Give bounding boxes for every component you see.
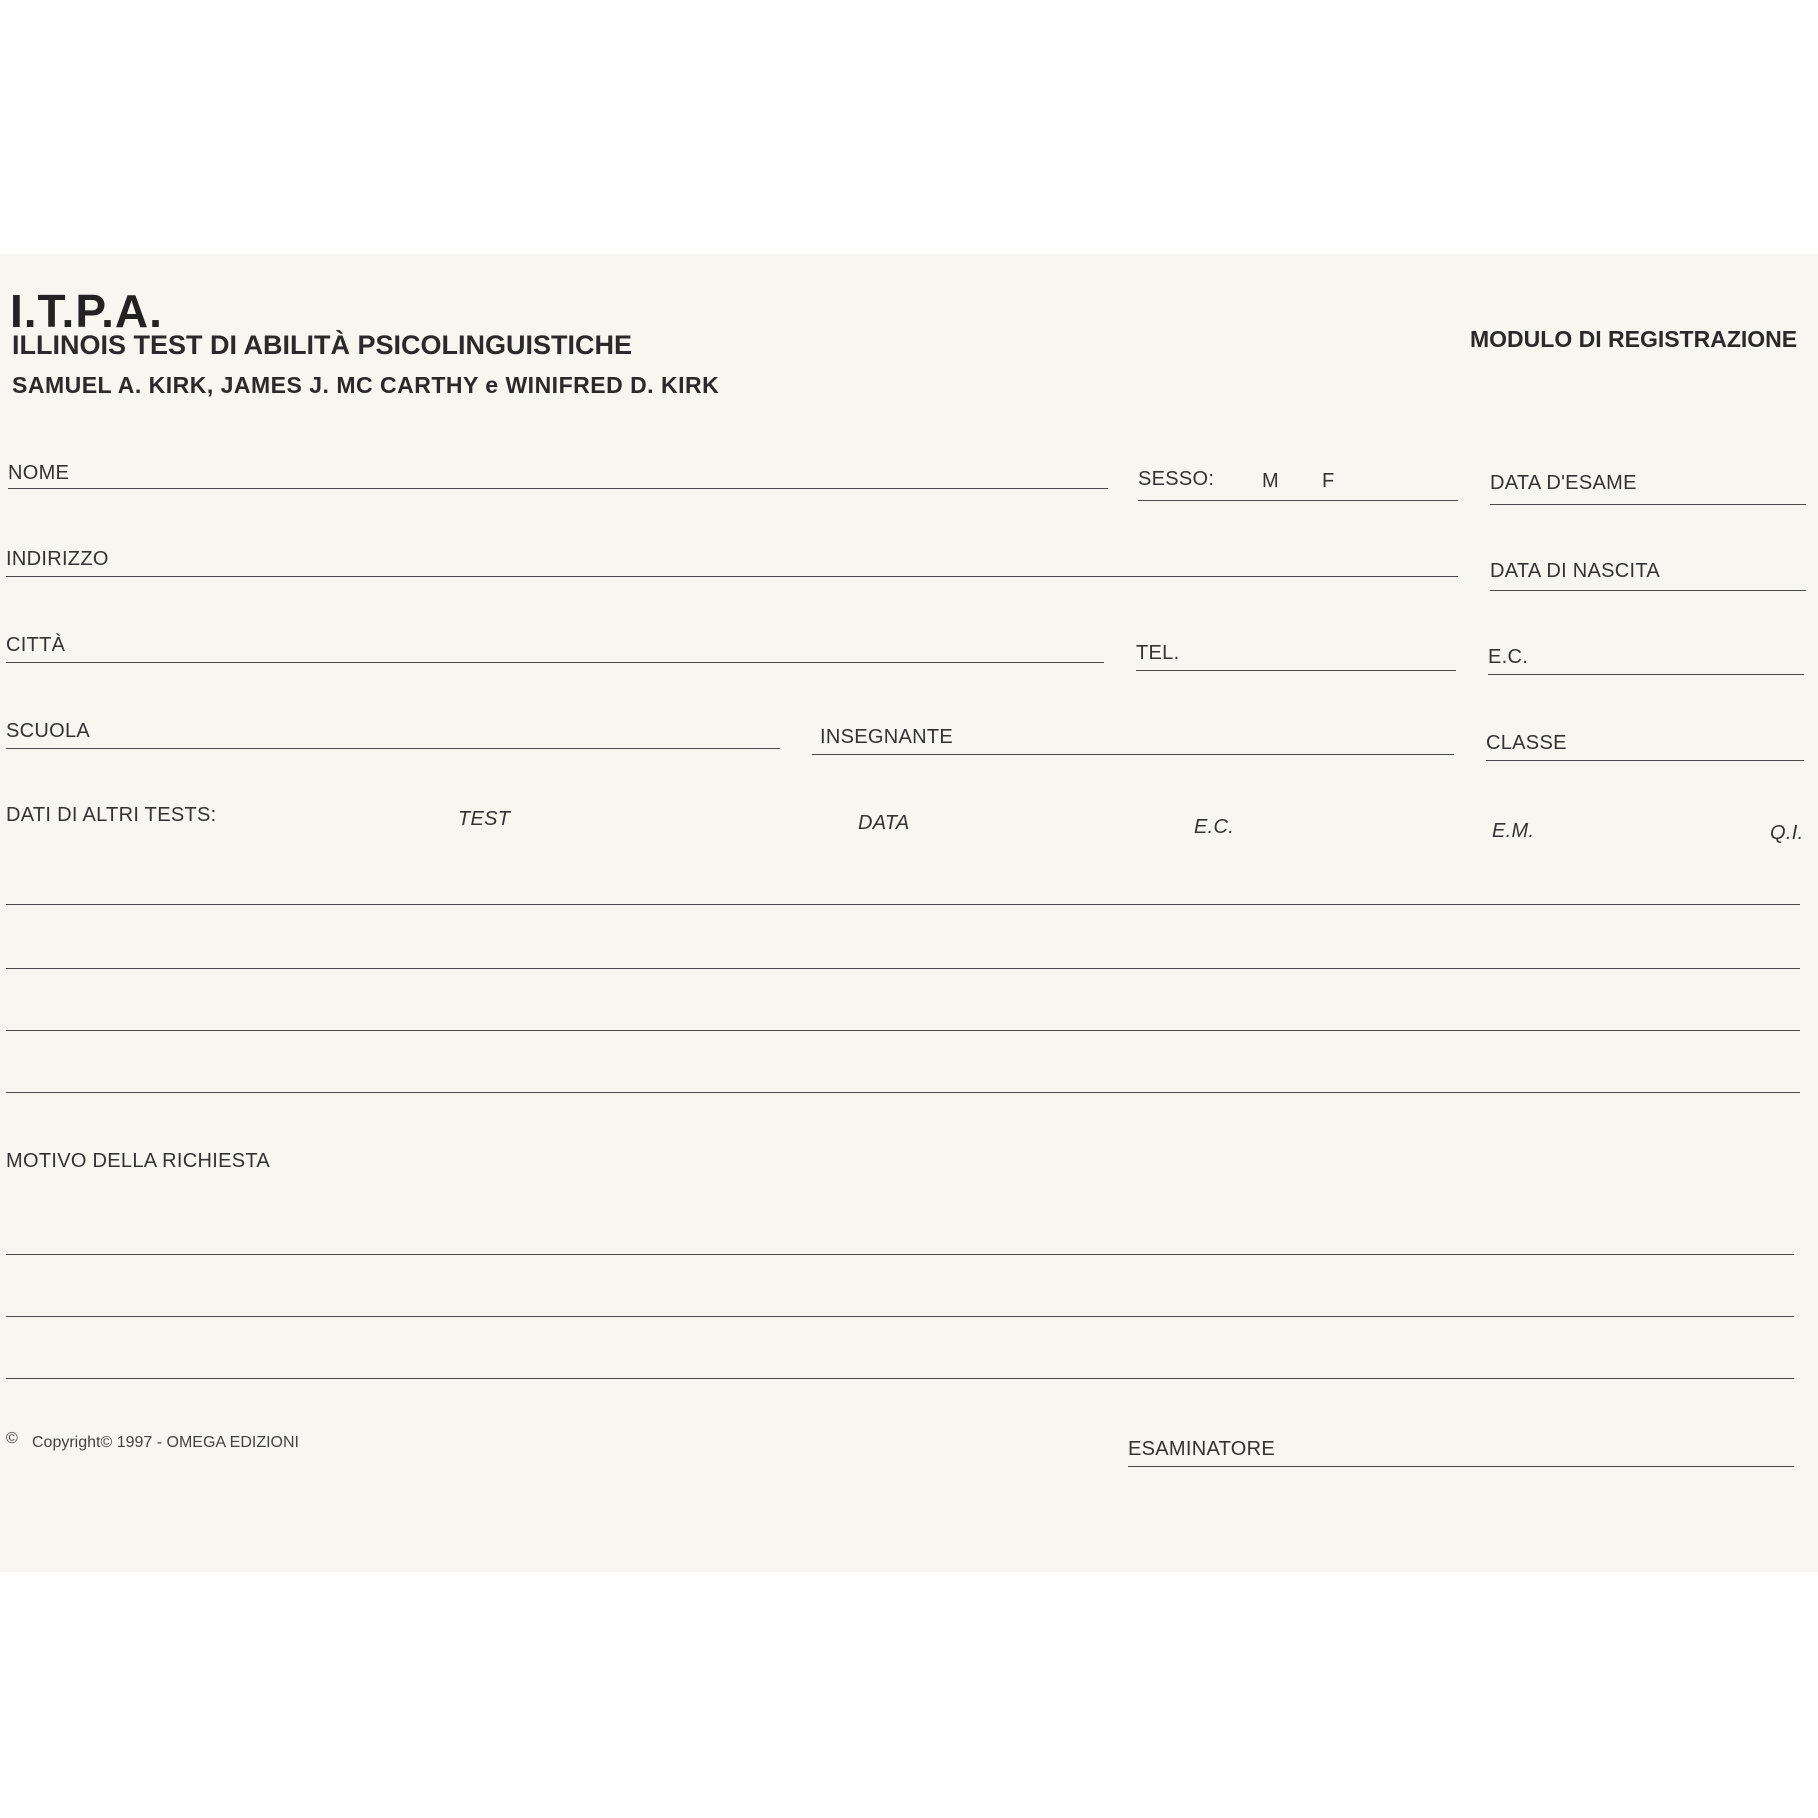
form-authors: SAMUEL A. KIRK, JAMES J. MC CARTHY e WINIFRED D. KIRK	[12, 372, 720, 398]
column-data: DATA	[858, 812, 910, 834]
form-title: I.T.P.A.	[10, 285, 163, 337]
data-esame-label: DATA D'ESAME	[1490, 472, 1637, 494]
copyright-icon: ©	[6, 1430, 18, 1447]
other-tests-row[interactable]	[6, 1000, 1800, 1031]
citta-label: CITTÀ	[6, 634, 66, 656]
sesso-label: SESSO:	[1138, 468, 1215, 490]
reason-line[interactable]	[6, 1348, 1794, 1379]
insegnante-label: INSEGNANTE	[820, 726, 954, 748]
examiner-field[interactable]	[1128, 1436, 1794, 1467]
column-test: TEST	[458, 808, 511, 830]
citta-field[interactable]	[6, 632, 1104, 663]
reason-line[interactable]	[6, 1286, 1794, 1317]
scuola-label: SCUOLA	[6, 720, 91, 742]
data-nascita-field[interactable]	[1490, 560, 1806, 591]
column-em: E.M.	[1492, 820, 1535, 842]
other-tests-label: DATI DI ALTRI TESTS:	[6, 804, 217, 826]
indirizzo-label: INDIRIZZO	[6, 548, 109, 570]
copyright-text: Copyright© 1997 - OMEGA EDIZIONI	[32, 1434, 299, 1451]
reason-line[interactable]	[6, 1224, 1794, 1255]
sesso-underline	[1138, 500, 1458, 501]
sesso-m-option[interactable]: M	[1262, 470, 1279, 492]
registration-form-sheet	[0, 254, 1818, 1572]
tel-label: TEL.	[1136, 642, 1180, 664]
nome-label: NOME	[8, 462, 70, 484]
other-tests-row[interactable]	[6, 938, 1800, 969]
scuola-field[interactable]	[6, 718, 780, 749]
ec-label: E.C.	[1488, 646, 1529, 668]
module-heading: MODULO DI REGISTRAZIONE	[1470, 326, 1798, 352]
column-ec: E.C.	[1194, 816, 1235, 838]
ec-field[interactable]	[1488, 644, 1804, 675]
reason-label: MOTIVO DELLA RICHIESTA	[6, 1150, 271, 1172]
tel-field[interactable]	[1136, 640, 1456, 671]
other-tests-row[interactable]	[6, 874, 1800, 905]
nome-field[interactable]	[8, 458, 1108, 489]
classe-label: CLASSE	[1486, 732, 1567, 754]
data-esame-field[interactable]	[1490, 474, 1806, 505]
indirizzo-field[interactable]	[6, 546, 1458, 577]
data-nascita-label: DATA DI NASCITA	[1490, 560, 1661, 582]
examiner-label: ESAMINATORE	[1128, 1438, 1276, 1460]
sesso-f-option[interactable]: F	[1322, 470, 1335, 492]
insegnante-field[interactable]	[812, 724, 1454, 755]
form-subtitle: ILLINOIS TEST DI ABILITÀ PSICOLINGUISTICHE	[12, 330, 633, 360]
classe-field[interactable]	[1486, 730, 1804, 761]
other-tests-row[interactable]	[6, 1062, 1800, 1093]
column-qi: Q.I.	[1770, 822, 1804, 844]
